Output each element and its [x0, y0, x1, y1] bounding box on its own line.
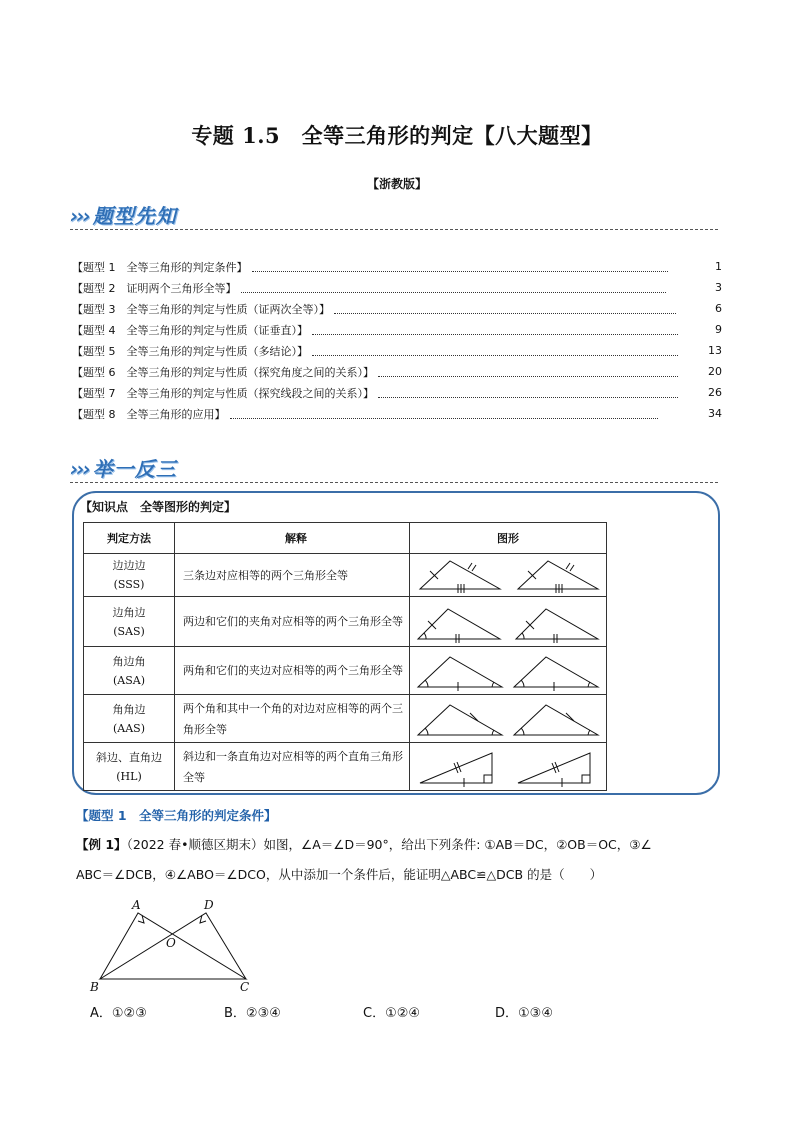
- example-text-2: ABC＝∠DCB，④∠ABO＝∠DCO，从中添加一个条件后，能证明△ABC≌△DCB 的是（ ）: [76, 867, 603, 882]
- option-a[interactable]: A．①②③: [90, 1006, 147, 1021]
- method-abbr: (HL): [116, 769, 142, 783]
- table-row: [84, 695, 607, 743]
- example-figure: [86, 895, 266, 995]
- point-d: D: [204, 898, 214, 912]
- point-c: C: [240, 980, 250, 994]
- option-c[interactable]: C．①②④: [363, 1006, 421, 1021]
- option-d[interactable]: D．①③④: [495, 1006, 553, 1021]
- toc-item-1[interactable]: [72, 258, 722, 276]
- toc-item-7[interactable]: [72, 384, 722, 402]
- col-explain: 解释: [175, 523, 410, 554]
- toc-leader-dots: [312, 326, 678, 335]
- method-abbr: (SSS): [113, 578, 145, 591]
- toc-page-number: 13: [708, 344, 722, 357]
- table-row: [84, 597, 607, 647]
- option-b[interactable]: B．②③④: [224, 1006, 281, 1021]
- toc-item-2[interactable]: [72, 279, 722, 297]
- toc-label: 【题型 3 全等三角形的判定与性质（证两次全等）】: [72, 303, 330, 316]
- divider-preview: [70, 229, 718, 230]
- figure-hl: [410, 743, 607, 791]
- page-title: 专题 1.5 全等三角形的判定【八大题型】: [191, 123, 603, 148]
- toc-item-5[interactable]: [72, 342, 722, 360]
- figure-asa: [410, 647, 607, 695]
- method-name: 边边边: [112, 559, 146, 572]
- point-o: O: [166, 936, 176, 950]
- point-b: B: [90, 980, 99, 994]
- toc-page-number: 20: [708, 365, 722, 378]
- table-row: [84, 647, 607, 695]
- example-text-1: 如图，∠A＝∠D＝90°，给出下列条件: ①AB＝DC，②OB＝OC，③∠: [263, 837, 652, 852]
- toc-leader-dots: [312, 347, 678, 356]
- toc-label: 【题型 4 全等三角形的判定与性质（证垂直）】: [72, 324, 308, 337]
- toc-page-number: 26: [708, 386, 722, 399]
- toc-label: 【题型 1 全等三角形的判定条件】: [72, 261, 248, 274]
- toc-label: 【题型 8 全等三角形的应用】: [72, 408, 226, 421]
- example-source: （2022 春•顺德区期末）: [126, 837, 264, 852]
- toc-page-number: 1: [715, 260, 722, 273]
- toc-label: 【题型 5 全等三角形的判定与性质（多结论）】: [72, 345, 308, 358]
- table-row: [84, 743, 607, 791]
- toc-item-3[interactable]: [72, 300, 722, 318]
- figure-sas: [410, 597, 607, 647]
- method-name: 斜边、直角边: [96, 750, 162, 764]
- toc-leader-dots: [241, 284, 666, 293]
- toc-leader-dots: [334, 305, 676, 314]
- col-figure: 图形: [410, 523, 607, 554]
- method-abbr: (SAS): [113, 624, 145, 638]
- knowledge-title: 【知识点 全等图形的判定】: [80, 500, 237, 514]
- banner-examples-text: 举一反三: [92, 457, 177, 481]
- col-method: 判定方法: [84, 523, 175, 554]
- toc-label: 【题型 7 全等三角形的判定与性质（探究线段之间的关系）】: [72, 387, 374, 400]
- banner-arrows: ›››: [70, 204, 89, 228]
- method-abbr: (ASA): [112, 673, 145, 687]
- edition-label: 【浙教版】: [366, 177, 427, 191]
- toc-item-4[interactable]: [72, 321, 722, 339]
- method-abbr: (AAS): [112, 721, 145, 735]
- table-row: [84, 554, 607, 597]
- toc-page-number: 9: [715, 323, 722, 336]
- method-desc: 三条边对应相等的两个三角形全等: [175, 554, 410, 597]
- toc-leader-dots: [378, 368, 678, 377]
- toc-item-8[interactable]: [72, 405, 722, 423]
- method-desc: 斜边和一条直角边对应相等的两个直角三角形全等: [175, 743, 410, 791]
- banner-preview: [70, 200, 177, 229]
- banner-examples: [70, 453, 177, 482]
- example-label: 【例 1】: [76, 837, 127, 852]
- toc-page-number: 6: [715, 302, 722, 315]
- question-type-heading: 【题型 1 全等三角形的判定条件】: [76, 808, 277, 823]
- example-line-1: [76, 830, 726, 860]
- banner-arrows-2: ›››: [70, 457, 89, 481]
- point-a: A: [132, 898, 141, 912]
- method-desc: 两边和它们的夹角对应相等的两个三角形全等: [175, 597, 410, 647]
- method-name: 角角边: [112, 702, 146, 716]
- toc-label: 【题型 2 证明两个三角形全等】: [72, 282, 237, 295]
- method-name: 边角边: [112, 605, 146, 619]
- toc-page-number: 34: [708, 407, 722, 420]
- toc-leader-dots: [230, 410, 658, 419]
- toc-item-6[interactable]: [72, 363, 722, 381]
- banner-preview-text: 题型先知: [92, 204, 177, 228]
- method-desc: 两角和它们的夹边对应相等的两个三角形全等: [175, 647, 410, 695]
- divider-examples: [70, 482, 718, 483]
- criteria-table: [83, 522, 607, 791]
- method-desc: 两个角和其中一个角的对边对应相等的两个三角形全等: [175, 695, 410, 743]
- toc-leader-dots: [252, 263, 668, 272]
- toc-page-number: 3: [715, 281, 722, 294]
- method-name: 角边角: [112, 654, 146, 668]
- toc-leader-dots: [378, 389, 678, 398]
- figure-aas: [410, 695, 607, 743]
- toc-label: 【题型 6 全等三角形的判定与性质（探究角度之间的关系）】: [72, 366, 374, 379]
- figure-sss: [410, 554, 607, 597]
